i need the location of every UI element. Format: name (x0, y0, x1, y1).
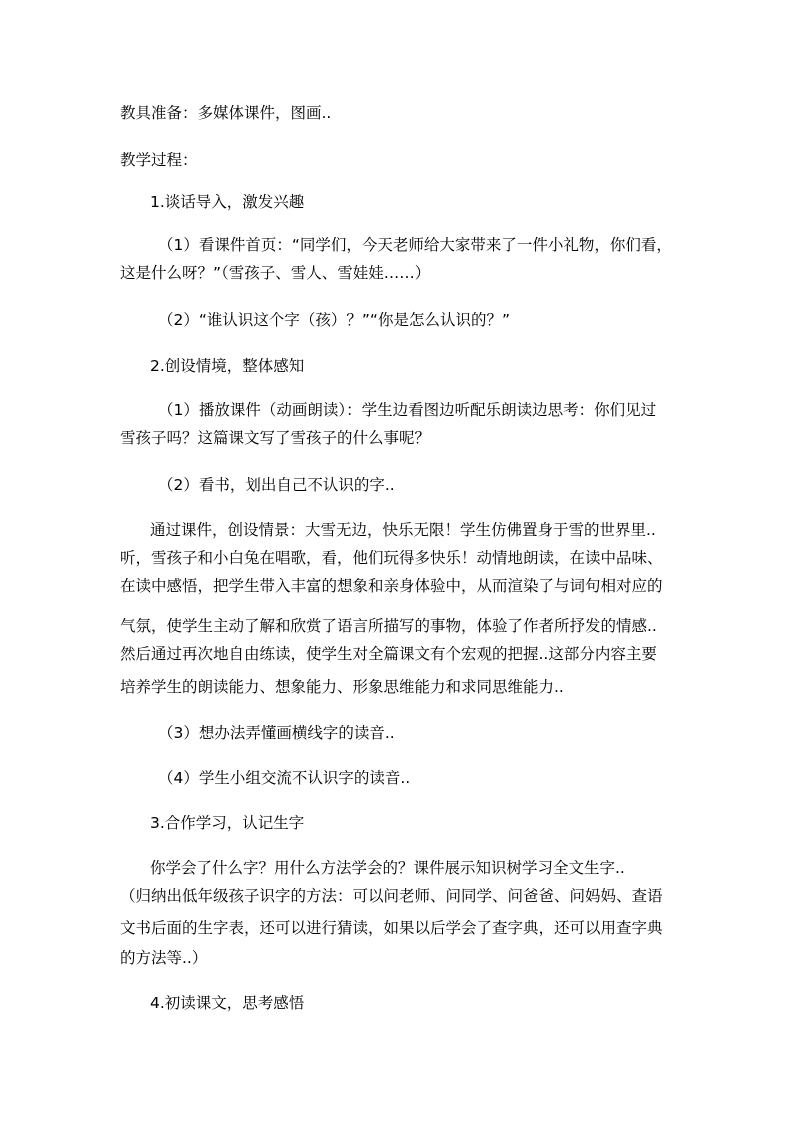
paragraph-1-1-line-1: （1）看课件首页：“同学们，今天老师给大家带来了一件小礼物，你们看， (158, 236, 672, 254)
heading-step-4: 4.初读课文，思考感悟 (150, 994, 305, 1012)
paragraph-commentary-line-3: 在读中感悟，把学生带入丰富的想象和亲身体验中，从而渲染了与词句相对应的 (120, 577, 663, 595)
paragraph-3-line-1: 你学会了什么字？用什么方法学会的？课件展示知识树学习全文生字.. (150, 859, 625, 877)
paragraph-teaching-process: 教学过程： (120, 151, 198, 169)
paragraph-2-3: （3）想办法弄懂画横线字的读音.. (158, 724, 395, 742)
paragraph-teaching-aids: 教具准备：多媒体课件，图画.. (120, 104, 332, 122)
paragraph-1-2: （2）“谁认识这个字（孩）？”“你是怎么认识的？” (158, 311, 510, 329)
paragraph-2-1-line-1: （1）播放课件（动画朗读）：学生边看图边听配乐朗读边思考：你们见过 (158, 401, 657, 419)
paragraph-commentary-line-4: 气氛，使学生主动了解和欣赏了语言所描写的事物，体验了作者所抒发的情感.. (120, 617, 657, 635)
paragraph-2-4: （4）学生小组交流不认识字的读音.. (158, 769, 411, 787)
paragraph-commentary-line-6: 培养学生的朗读能力、想象能力、形象思维能力和求同思维能力.. (120, 678, 564, 696)
paragraph-1-1-line-2: 这是什么呀？”（雪孩子、雪人、雪娃娃……） (120, 264, 431, 282)
paragraph-commentary-line-5: 然后通过再次地自由练读，使学生对全篇课文有个宏观的把握..这部分内容主要 (120, 645, 657, 663)
paragraph-3-line-4: 的方法等..） (120, 949, 208, 967)
heading-step-1: 1.谈话导入，激发兴趣 (150, 193, 305, 211)
heading-step-3: 3.合作学习，认记生字 (150, 814, 305, 832)
paragraph-3-line-2: （归纳出低年级孩子识字的方法：可以问老师、问同学、问爸爸、问妈妈、查语 (120, 887, 663, 905)
paragraph-commentary-line-2: 听，雪孩子和小白兔在唱歌，看，他们玩得多快乐！动情地朗读，在读中品味、 (120, 549, 663, 567)
heading-step-2: 2.创设情境，整体感知 (150, 357, 305, 375)
paragraph-commentary-line-1: 通过课件，创设情景：大雪无边，快乐无限！学生仿佛置身于雪的世界里.. (150, 521, 656, 539)
paragraph-3-line-3: 文书后面的生字表，还可以进行猜读，如果以后学会了查字典，还可以用查字典 (120, 919, 663, 937)
paragraph-2-2: （2）看书，划出自己不认识的字.. (158, 476, 395, 494)
paragraph-2-1-line-2: 雪孩子吗？这篇课文写了雪孩子的什么事呢？ (120, 429, 431, 447)
